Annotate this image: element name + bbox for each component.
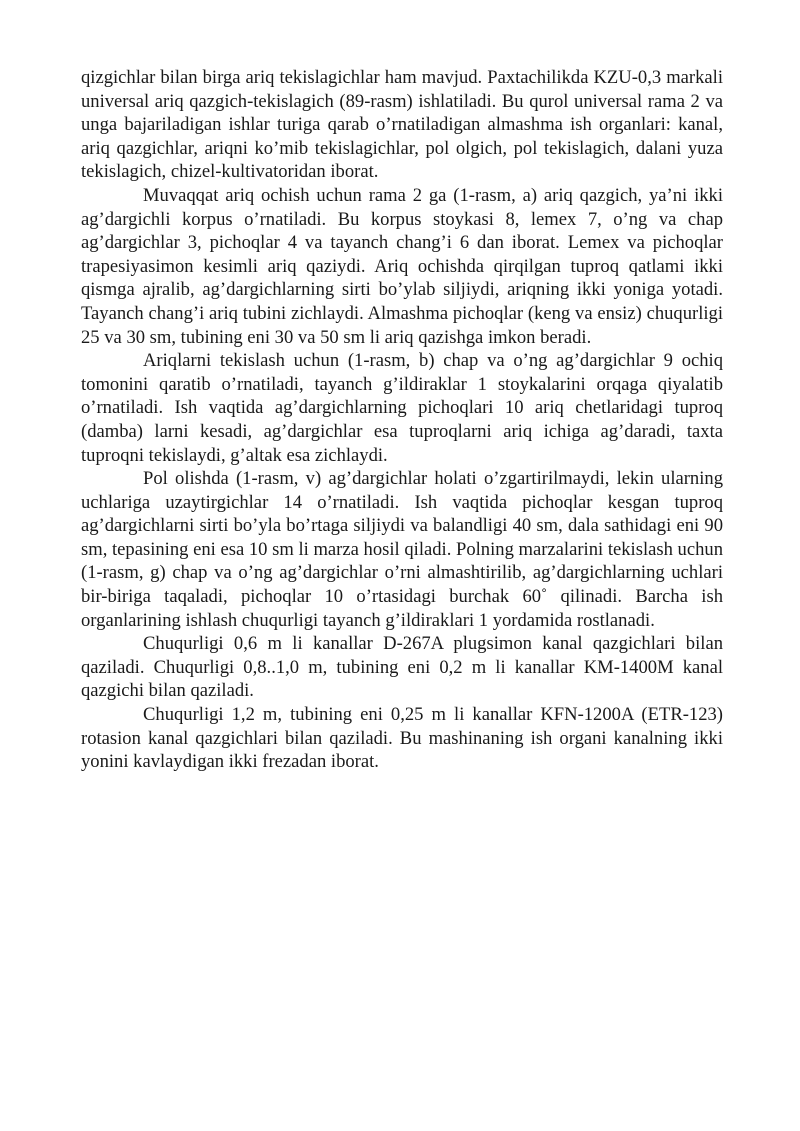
paragraph-2: Muvaqqat ariq ochish uchun rama 2 ga (1-rasm, a) ariq qazgich, ya’ni ikki ag’dargichli korpus o’rnatiladi. Bu korpus stoykasi 8, lemex 7, o’ng va chap ag’dargichlar 3, pichoqlar 4 va tayanch chang’i 6 dan iborat. Lemex va pichoqlar trapesiyasimon kesimli ariq qaziydi. Ariq ochishda qirqilgan tuproq qatlami ikki qismga ajralib, ag’dargichlarning sirti bo’ylab siljiydi, ariqning ikki yoniga yotadi. Tayanch chang’i ariq tubini zichlaydi. Almashma pichoqlar (keng va ensiz) chuqurligi 25 va 30 sm, tubining eni 30 va 50 sm li ariq qazishga imkon beradi. xyxy=(81,184,723,348)
paragraph-4: Pol olishda (1-rasm, v) ag’dargichlar holati o’zgartirilmaydi, lekin ularning uchlariga uzaytirgichlar 14 o’rnatiladi. Ish vaqtida pichoqlar kesgan tuproq ag’dargichlarni sirti bo’yla bo’rtaga siljiydi va balandligi 40 sm, dala sathidagi eni 90 sm, tepasining eni esa 10 sm li marza hosil qiladi. Polning marzalarini tekislash uchun (1-rasm, g) chap va o’ng ag’dargichlar o’rni almashtirilib, ag’dargichlarning uchlari bir-biriga taqaladi, pichoqlar 10 o’rtasidagi burchak 60˚ qilinadi. Barcha ish organlarining ishlash chuqurligi tayanch g’ildiraklari 1 yordamida rostlanadi. xyxy=(81,468,723,631)
paragraph-1: qizgichlar bilan birga ariq tekislagichlar ham mavjud. Paxtachilikda KZU-0,3 markali universal ariq qazgich-tekislagich (89-rasm) ishlatiladi. Bu qurol universal rama 2 va unga bajariladigan ishlar turiga qarab o’rnatiladigan almashma ish organlari: kanal, ariq qazgichlar, ariqni ko’mib tekislagichlar, pol olgich, pol tekislagich, dalani yuza tekislagich, chizel-kultivatoridan iborat. xyxy=(81,67,723,183)
paragraph-3: Ariqlarni tekislash uchun (1-rasm, b) chap va o’ng ag’dargichlar 9 ochiq tomonini qaratib o’rnatiladi, tayanch g’ildiraklar 1 stoykalarini orqaga qiyalatib o’rnatiladi. Ish vaqtida ag’dargichlarning pichoqlari 10 ariq chetlaridagi tuproq (damba) larni kesadi, ag’dargichlar esa tuproqlarni ariq ichiga ag’daradi, taxta tuproqni tekislaydi, g’altak esa zichlaydi. xyxy=(81,350,723,466)
paragraph-5: Chuqurligi 0,6 m li kanallar D-267A plugsimon kanal qazgichlari bilan qaziladi. Chuqurligi 0,8..1,0 m, tubining eni 0,2 m li kanallar KM-1400M kanal qazgichi bilan qaziladi. xyxy=(81,633,723,702)
document-page xyxy=(81,66,723,774)
paragraph-6: Chuqurligi 1,2 m, tubining eni 0,25 m li kanallar KFN-1200A (ETR-123) rotasion kanal qazgichlari bilan qaziladi. Bu mashinaning ish organi kanalning ikki yonini kavlaydigan ikki frezadan iborat. xyxy=(81,704,723,773)
